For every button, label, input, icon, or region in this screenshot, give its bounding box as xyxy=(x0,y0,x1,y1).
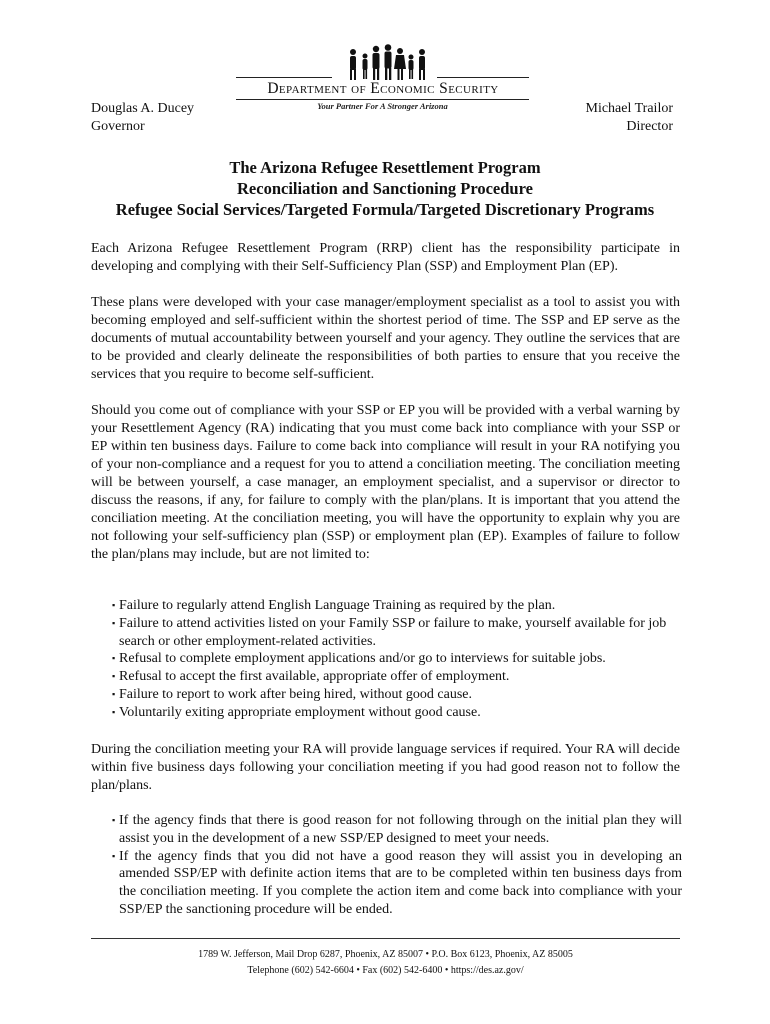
title-line: Refugee Social Services/Targeted Formula/Targeted Discretionary Programs xyxy=(115,200,655,219)
bullet-icon: ▪ xyxy=(112,617,116,628)
bullet-icon: ▪ xyxy=(112,706,116,717)
letterhead-rule-left xyxy=(236,77,332,78)
list-item: ▪ Refusal to complete employment applications and/or go to interviews for suitable jobs. xyxy=(112,651,606,667)
list-item: ▪ If the agency finds that there is good reason for not following through on the initial plan they will assist you in the development of a new SSP/EP designed to meet your needs. xyxy=(112,813,682,846)
bullet-icon: ▪ xyxy=(112,653,116,664)
director-title: Director xyxy=(626,118,673,134)
bullet-icon: ▪ xyxy=(112,600,116,610)
governor-block xyxy=(91,100,194,135)
paragraph-responsibility: Each Arizona Refugee Resettlement Program (RRP) client has the responsibility participate in developing and complying with their Self-Sufficiency Plan (SSP) and Employment Plan (EP). xyxy=(91,241,680,274)
agency-name-underline xyxy=(236,99,529,100)
outcomes-list xyxy=(112,812,682,919)
bullet-icon: ▪ xyxy=(112,815,116,825)
title-line: Reconciliation and Sanctioning Procedure xyxy=(237,179,533,198)
bullet-icon: ▪ xyxy=(112,688,116,699)
governor-title: Governor xyxy=(91,118,145,134)
paragraph-compliance: Should you come out of compliance with your SSP or EP you will be provided with a verbal warning by your Resettlement Agency (RA) indicating that you must come back into compliance with your SSP or EP within ten business days. Failure to come back into compliance will result in your RA notifying you of your non-compliance and a request for you to attend a conciliation meeting. The conciliation meeting will be between yourself, a case manager, an employment specialist, and a supervisor or director to discuss the reasons, if any, for failure to comply with the plan/plans. It is important that you attend the conciliation meeting. At the conciliation meeting, you will have the opportunity to explain why you are not following your self-sufficiency plan (SSP) or employment plan (EP). Examples of failure to follow the plan/plans may include, but are not limited to: xyxy=(91,403,680,562)
bullet-icon: ▪ xyxy=(112,671,116,682)
list-item: ▪ Failure to regularly attend English Language Training as required by the plan. xyxy=(112,598,556,613)
letterhead-rule-right xyxy=(437,77,529,78)
list-item: ▪ If the agency finds that you did not have a good reason they will assist you in developing an amended SSP/EP with definite action items that are to be completed within ten business days from the conciliation meeting. If you complete the action item and come back into compliance with your SSP/EP the sanctioning procedure will be ended. xyxy=(112,848,682,917)
list-item: ▪ Refusal to accept the first available, appropriate offer of employment. xyxy=(112,669,510,685)
list-item: ▪ Voluntarily exiting appropriate employment without good cause. xyxy=(112,704,481,720)
director-block xyxy=(586,100,674,135)
paragraph-conciliation-meeting: During the conciliation meeting your RA will provide language services if required. Your RA will decide within five business days following your conciliation meeting if you had good reason not to follow the plan/plans. xyxy=(91,742,680,793)
footer-divider xyxy=(91,938,680,939)
bullet-icon: ▪ xyxy=(112,850,116,861)
failure-examples-list xyxy=(112,597,682,722)
director-name: Michael Trailor xyxy=(585,101,673,116)
document-title xyxy=(60,157,710,220)
agency-tagline: Your Partner For A Stronger Arizona xyxy=(317,101,448,111)
list-item: ▪ Failure to report to work after being hired, without good cause. xyxy=(112,686,473,702)
family-figures-icon xyxy=(343,44,433,82)
paragraph-plans: These plans were developed with your case manager/employment specialist as a tool to assist you with becoming employed and self-sufficient within the shortest period of time. The SSP and EP serve as the documents of mutual accountability between yourself and your agency. They outline the services that are to be provided and clearly delineate the responsibilities of both parties to ensure that you receive the services that you require to become self-sufficient. xyxy=(91,295,680,382)
footer xyxy=(91,947,680,979)
governor-name: Douglas A. Ducey xyxy=(91,101,195,116)
title-line: The Arizona Refugee Resettlement Program xyxy=(229,158,541,177)
agency-name: Department of Economic Security xyxy=(267,80,499,97)
footer-contact: Telephone (602) 542-6604 • Fax (602) 542-6400 • https://des.az.gov/ xyxy=(247,965,524,976)
footer-address: 1789 W. Jefferson, Mail Drop 6287, Phoenix, AZ 85007 • P.O. Box 6123, Phoenix, AZ 85005 xyxy=(198,949,573,960)
list-item: ▪ Failure to attend activities listed on your Family SSP or failure to make, yourself available for job search or other employment-related activities. xyxy=(112,615,667,649)
